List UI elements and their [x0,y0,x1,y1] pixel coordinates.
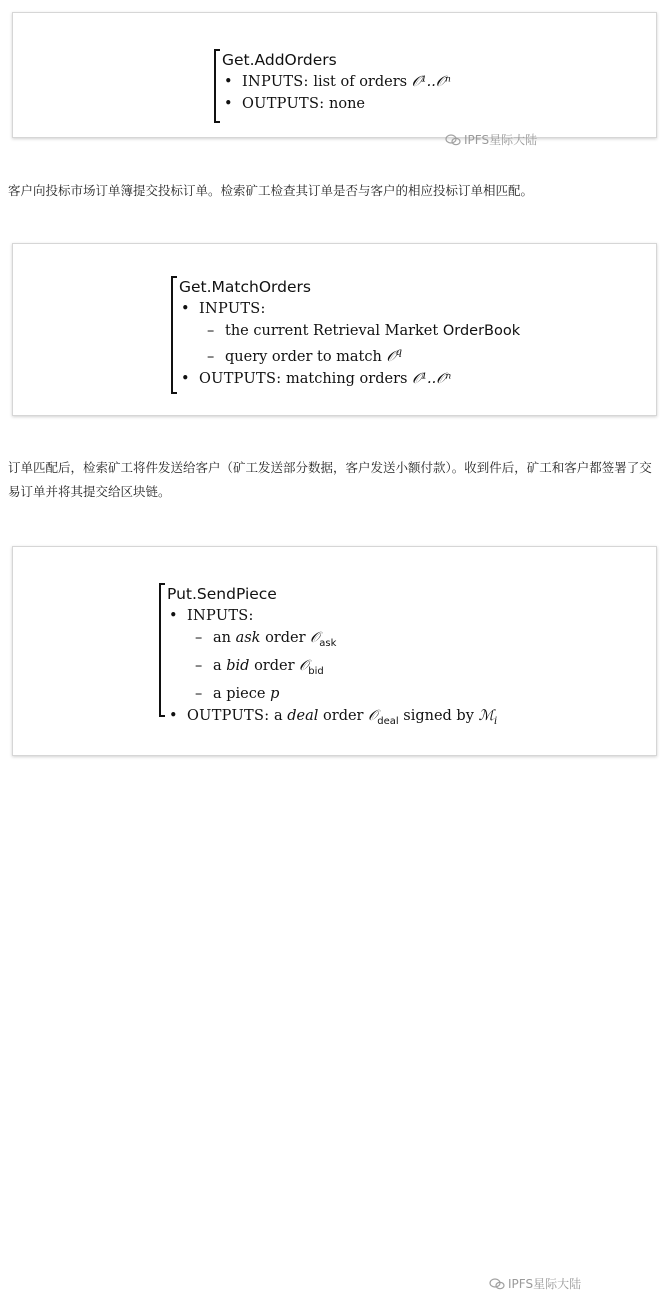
algorithm-bracket [214,49,451,123]
input-item-text: the current Retrieval Market [225,323,439,339]
input-item [179,320,520,342]
input-item-text: an [213,630,231,646]
watermark-text: IPFS星际大陆 [464,133,538,147]
dash: – [207,323,215,339]
outputs-row [167,705,497,733]
inputs-label: INPUTS: [199,301,266,317]
outputs-text: a [274,707,283,724]
algorithm-box-add-orders [12,12,657,147]
outputs-sub: deal [377,715,399,727]
dash: – [195,630,203,646]
algorithm-title: Put.SendPiece [167,585,277,603]
input-item-sans: OrderBook [442,323,521,339]
wechat-icon [489,1278,505,1290]
paragraph: 订单匹配后，检索矿工将件发送给客户（矿工发送部分数据，客户发送小额付款）。收到件后，矿工和客户都签署了交易订单并将其提交给区块链。 [8,460,652,499]
input-item-math: 𝒪 [310,630,320,646]
inputs-row [167,605,497,627]
bullet: • [181,301,190,317]
input-item-italic: bid [226,657,250,674]
input-item [167,655,497,683]
outputs-math: ℳ [478,707,495,724]
bullet: • [169,707,178,724]
inputs-label: INPUTS: [242,74,309,90]
input-item-sup: q [395,347,403,358]
wechat-icon [445,134,461,146]
input-item-math: 𝒪 [386,348,396,365]
bullet: • [224,96,233,112]
outputs-text: order [323,707,364,724]
bullet: • [169,608,178,624]
input-item-math: p [270,685,280,702]
inputs-row [222,71,451,93]
algorithm-title: Get.AddOrders [222,51,337,69]
input-item [179,342,520,368]
outputs-text: matching orders [286,370,408,387]
algorithm-title: Get.MatchOrders [179,278,311,296]
outputs-label: OUTPUTS: [199,370,282,387]
inputs-row [179,298,520,320]
algorithm-box-match-orders [12,243,657,416]
input-item [167,627,497,655]
bullet: • [224,74,233,90]
dash: – [195,685,203,702]
outputs-sub: i [494,715,498,727]
paragraph: 客户向投标市场订单簿提交投标订单。检索矿工检查其订单是否与客户的相应投标订单相匹配。 [8,183,534,198]
watermark-text: IPFS星际大陆 [508,1277,582,1291]
input-item-text: order [254,657,295,674]
outputs-row [222,93,451,115]
algorithm-bracket [171,276,520,394]
outputs-label: OUTPUTS: [187,707,270,724]
outputs-row [179,368,520,390]
inputs-label: INPUTS: [187,608,254,624]
input-item-math: 𝒪 [299,657,309,674]
outputs-math: 𝒪¹..𝒪ⁿ [412,370,452,387]
algorithm-box-send-piece [12,546,657,1291]
dash: – [195,657,203,674]
outputs-label: OUTPUTS: [242,96,325,112]
input-item-text: a [213,657,222,674]
watermark [445,131,537,148]
outputs-text: none [329,96,365,112]
input-item-sub: bid [308,665,324,677]
input-item-text: query order to match [225,348,382,365]
inputs-text: list of orders [313,74,408,90]
input-item-sub: ask [319,637,337,649]
algorithm-bracket [159,583,498,727]
outputs-italic: deal [287,707,319,724]
input-item [167,683,497,705]
input-item-text: order [265,630,306,646]
watermark [489,1275,581,1292]
outputs-math: 𝒪 [368,707,378,724]
inputs-math: 𝒪¹..𝒪ⁿ [411,74,451,90]
input-item-text: a piece [213,685,266,702]
bullet: • [181,370,190,387]
dash: – [207,348,215,365]
input-item-italic: ask [235,630,261,646]
outputs-text: signed by [403,707,474,724]
